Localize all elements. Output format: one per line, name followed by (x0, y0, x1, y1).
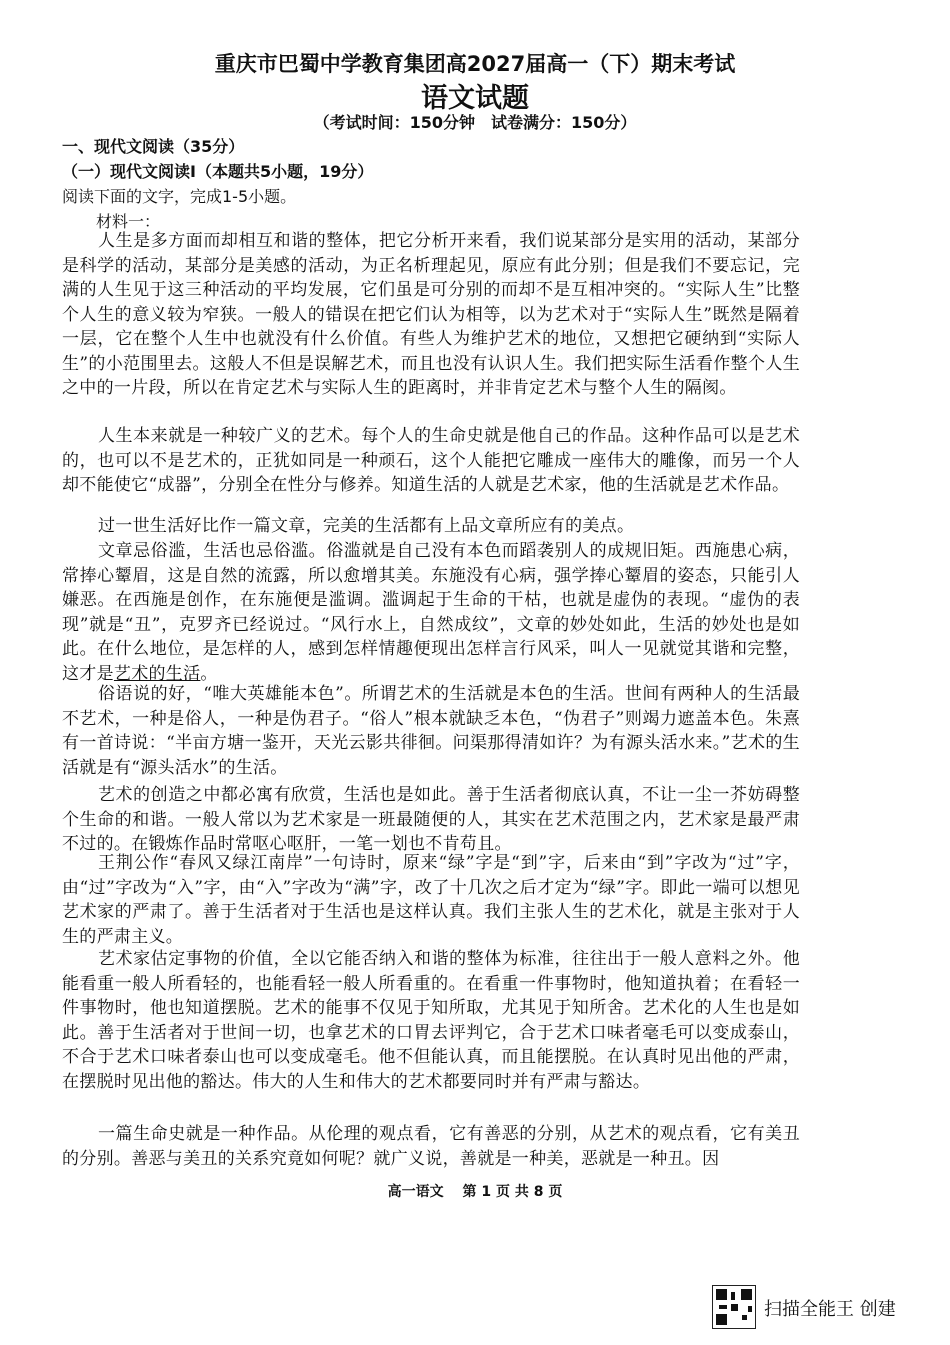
paragraph-7: 王荆公作“春风又绿江南岸”一句诗时，原来“绿”字是“到”字，后来由“到”字改为“过”字，由“过”字改为“入”字，由“入”字改为“满”字，改了十几次之后才定为“绿”字。即此一端可以想见艺术家的严肃了。善于生活者对于生活也是这样认真。我们主张人生的艺术化，就是主张对于人生的严肃主义。 (62, 853, 800, 947)
paragraph-4-end: 。 (200, 663, 218, 684)
section-heading: 一、现代文阅读（35分） (62, 137, 245, 156)
qr-code-icon (712, 1285, 756, 1329)
underlined-phrase: 艺术的生活 (113, 663, 201, 684)
paragraph-8: 艺术家估定事物的价值，全以它能否纳入和谐的整体为标准，往往出于一般人意料之外。他能看重一般人所看轻的，也能看轻一般人所看重的。在看重一件事物时，他知道执着；在看轻一件事物时，他也知道摆脱。艺术的能事不仅见于知所取，尤其见于知所舍。艺术化的人生也是如此。善于生活者对于世间一切，也拿艺术的口胃去评判它，合于艺术口味者毫毛可以变成泰山，不合于艺术口味者泰山也可以变成毫毛。他不但能认真，而且能摆脱。在认真时见出他的严肃，在摆脱时见出他的豁达。伟大的人生和伟大的艺术都要同时并有严肃与豁达。 (62, 949, 800, 1092)
scanner-watermark: 扫描全能王 创建 (764, 1299, 896, 1320)
paragraph-9: 一篇生命史就是一种作品。从伦理的观点看，它有善恶的分别，从艺术的观点看，它有美丑的分别。善恶与美丑的关系究竟如何呢？就广义说，善就是一种美，恶就是一种丑。因 (62, 1124, 800, 1169)
exam-info: （考试时间：150分钟 试卷满分：150分） (313, 113, 637, 132)
paragraph-3: 过一世生活好比作一篇文章，完美的生活都有上品文章所应有的美点。 (98, 516, 635, 536)
subject-title: 语文试题 (421, 83, 529, 114)
paragraph-5: 俗语说的好，“唯大英雄能本色”。所谓艺术的生活就是本色的生活。世间有两种人的生活最不艺术，一种是俗人，一种是伪君子。“俗人”根本就缺乏本色，“伪君子”则竭力遮盖本色。朱熹有一首诗说：“半亩方塘一鉴开，天光云影共徘徊。问渠那得清如许？为有源头活水来。”艺术的生活就是有“源头活水”的生活。 (62, 684, 800, 778)
paragraph-2: 人生本来就是一种较广义的艺术。每个人的生命史就是他自己的作品。这种作品可以是艺术的，也可以不是艺术的，正犹如同是一种顽石，这个人能把它雕成一座伟大的雕像，而另一个人却不能使它“成器”，分别全在性分与修养。知道生活的人就是艺术家，他的生活就是艺术作品。 (62, 426, 800, 495)
sub-section-heading: （一）现代文阅读Ⅰ（本题共5小题，19分） (62, 162, 374, 181)
paragraph-4 (62, 539, 800, 686)
paragraph-4-text: 文章忌俗滥，生活也忌俗滥。俗滥就是自己没有本色而蹈袭别人的成规旧矩。西施患心病，常捧心颦眉，这是自然的流露，所以愈增其美。东施没有心病，强学捧心颦眉的姿态，只能引人嫌恶。在西施是创作，在东施便是滥调。滥调起于生命的干枯，也就是虚伪的表现。“虚伪的表现”就是“丑”，克罗齐已经说过。“风行水上，自然成纹”，文章的妙处如此，生活的妙处也是如此。在什么地位，是怎样的人，感到怎样情趣便现出怎样言行风采，叫人一见就觉其谐和完整，这才是 (62, 541, 800, 684)
instruction: 阅读下面的文字，完成1-5小题。 (62, 187, 297, 206)
paragraph-1: 人生是多方面而却相互和谐的整体，把它分析开来看，我们说某部分是实用的活动，某部分是科学的活动，某部分是美感的活动，为正名析理起见，原应有此分别；但是我们不要忘记，完满的人生见于这三种活动的平均发展，它们虽是可分别的而却不是互相冲突的。“实际人生”比整个人生的意义较为窄狭。一般人的错误在把它们认为相等，以为艺术对于“实际人生”既然是隔着一层，它在整个人生中也就没有什么价值。有些人为维护艺术的地位，又想把它硬纳到“实际人生”的小范围里去。这般人不但是误解艺术，而且也没有认识人生。我们把实际生活看作整个人生之中的一片段，所以在肯定艺术与实际人生的距离时，并非肯定艺术与整个人生的隔阂。 (62, 231, 800, 398)
paragraph-6: 艺术的创造之中都必寓有欣赏，生活也是如此。善于生活者彻底认真，不让一尘一芥妨碍整个生命的和谐。一般人常以为艺术家是一班最随便的人，其实在艺术范围之内，艺术家是最严肃不过的。在锻炼作品时常呕心呕肝，一笔一划也不肯苟且。 (62, 785, 800, 854)
material-label: 材料一： (96, 212, 161, 231)
page-footer: 高一语文 第 1 页 共 8 页 (387, 1184, 563, 1200)
exam-title: 重庆市巴蜀中学教育集团高2027届高一（下）期末考试 (214, 52, 736, 76)
